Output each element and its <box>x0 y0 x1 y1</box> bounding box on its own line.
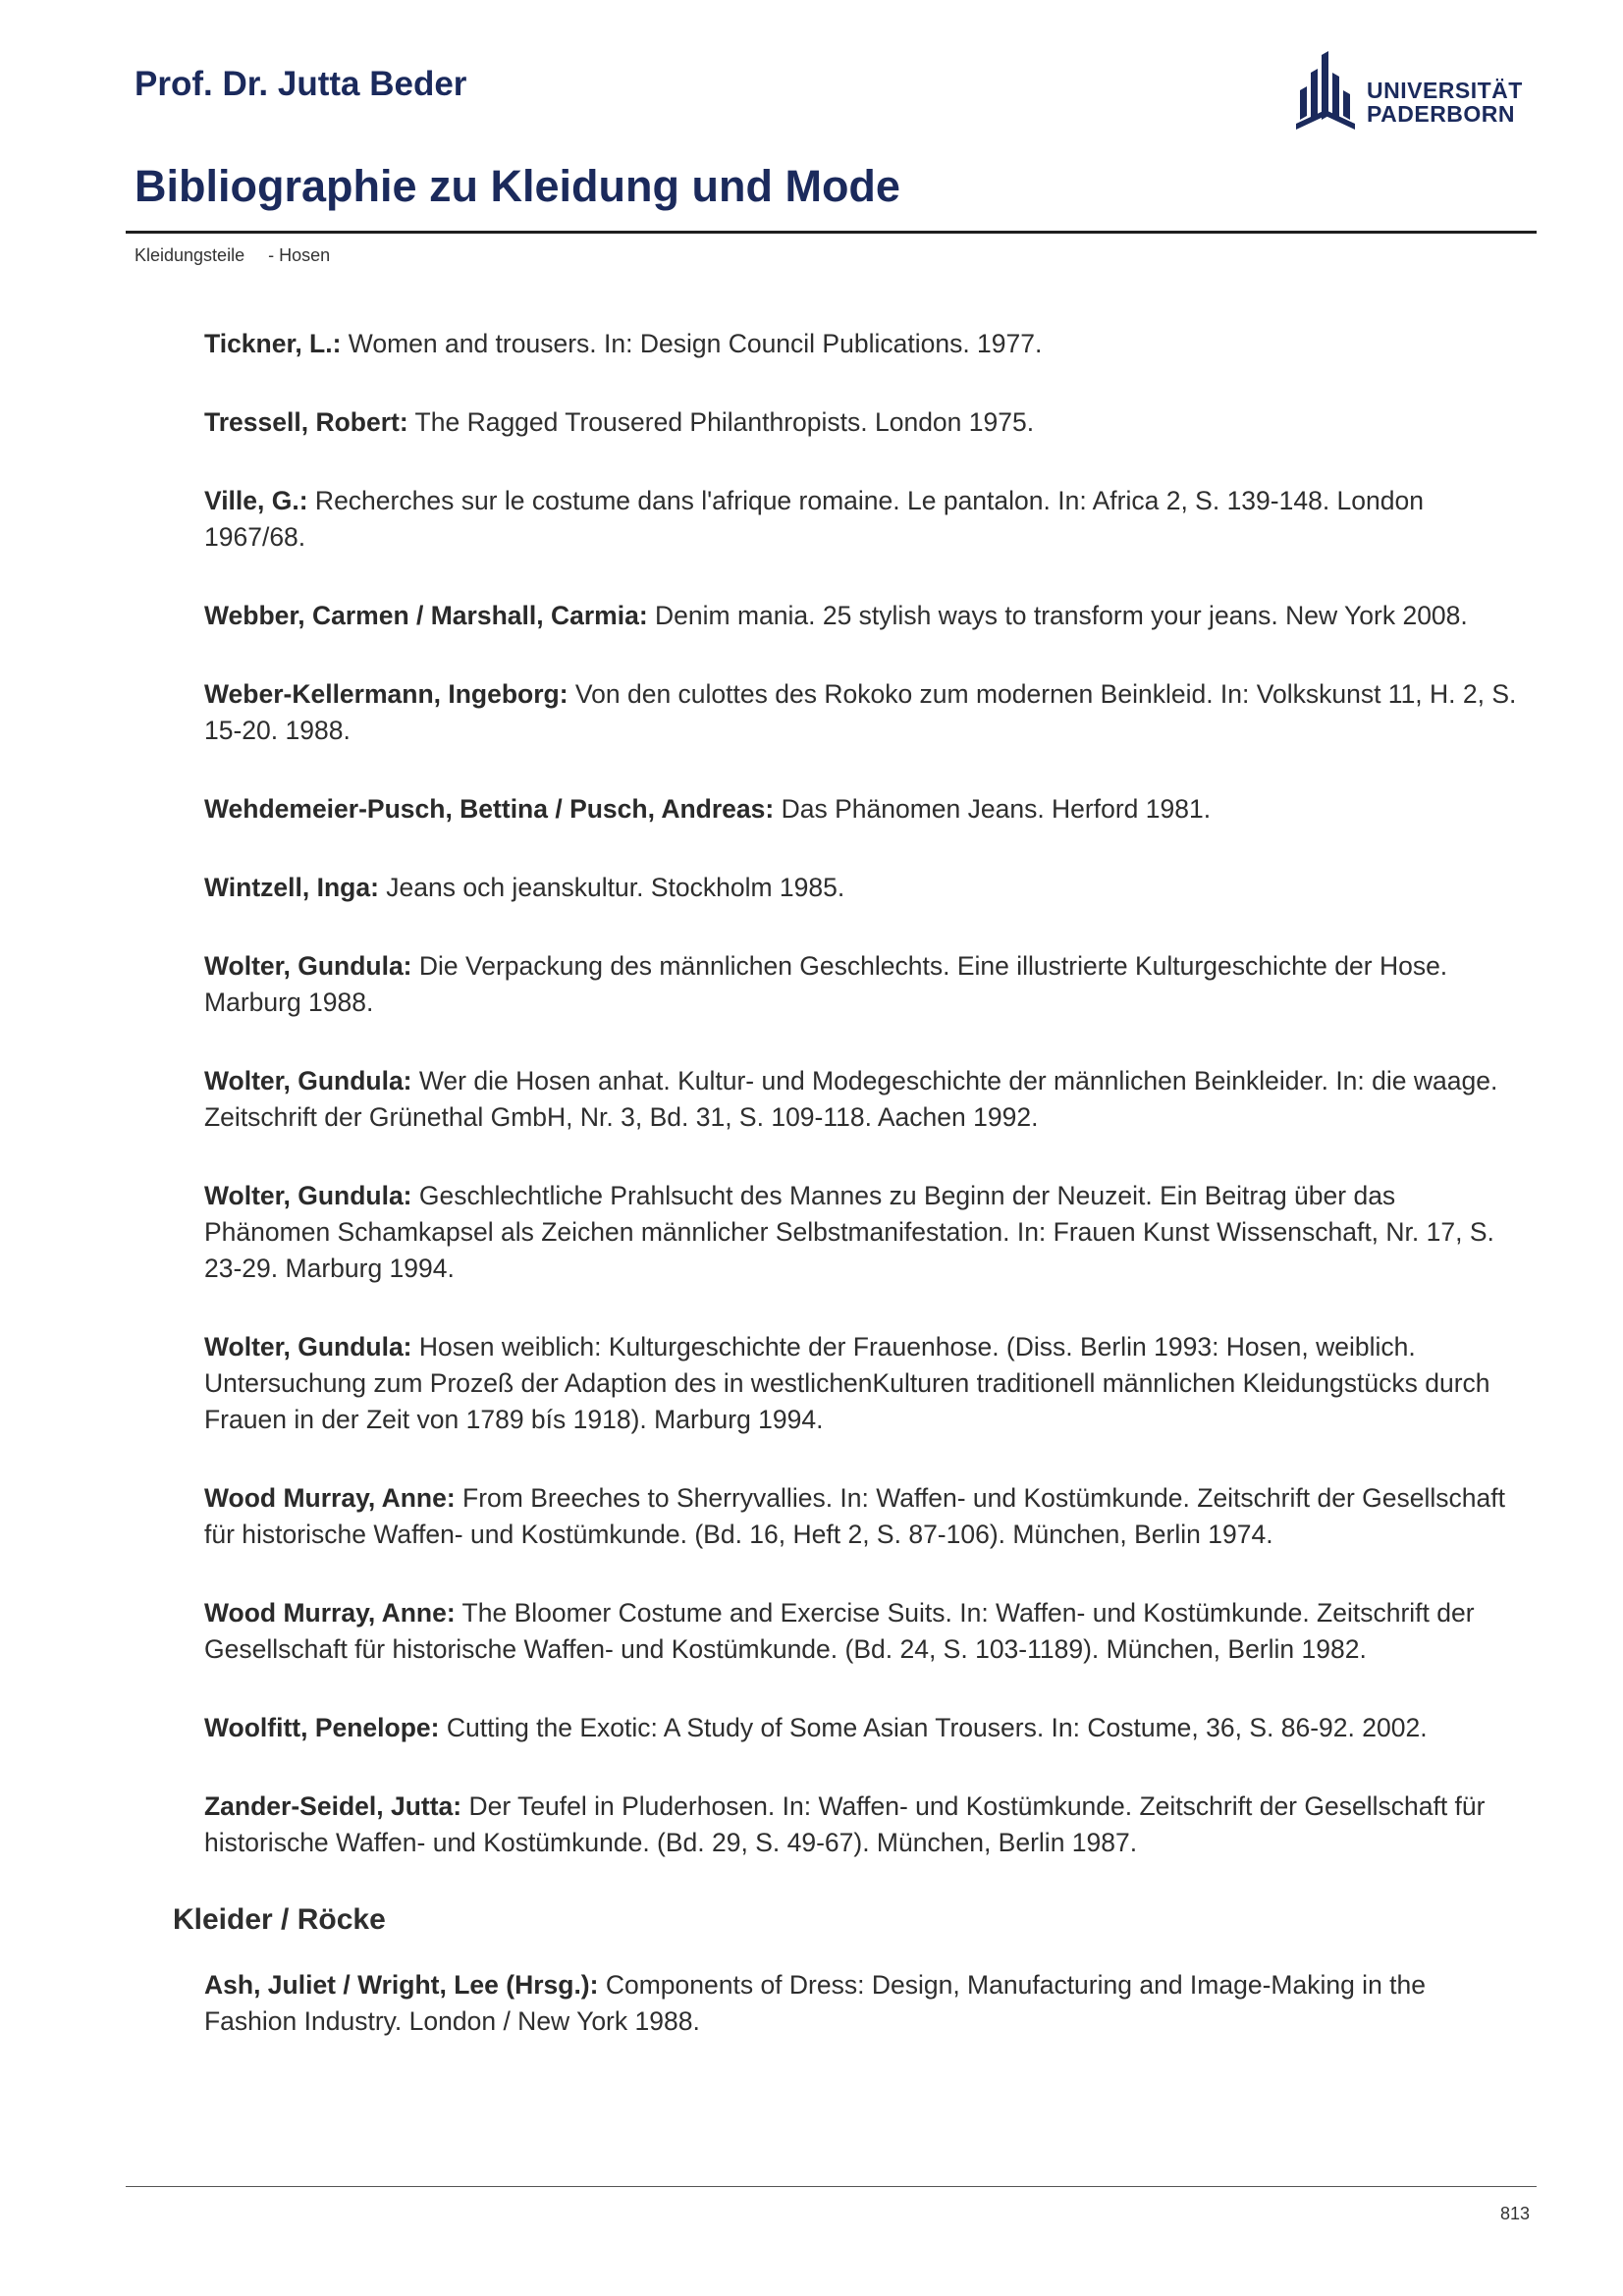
author-name: Prof. Dr. Jutta Beder <box>135 65 467 103</box>
entry-text: Cutting the Exotic: A Study of Some Asian Trousers. In: Costume, 36, S. 86-92. 2002. <box>439 1713 1428 1742</box>
entry-author: Ville, G.: <box>204 486 308 515</box>
bibliography-entry <box>204 1178 1525 1287</box>
bibliography-entry <box>204 791 1525 828</box>
entry-author: Webber, Carmen / Marshall, Carmia: <box>204 601 648 630</box>
entry-text: Recherches sur le costume dans l'afrique romaine. Le pantalon. In: Africa 2, S. 139-148. London 1967/68. <box>204 486 1424 552</box>
bibliography-entry <box>204 870 1525 906</box>
logo-line-1: UNIVERSITÄT <box>1367 78 1523 103</box>
logo-line-2: PADERBORN <box>1367 101 1516 127</box>
entry-text: Hosen weiblich: Kulturgeschichte der Frauenhose. (Diss. Berlin 1993: Hosen, weiblich. Untersuchung zum Prozeß der Adaption des in westlichenKulturen traditionell männlichen Kleidungstücks durch Frauen in der Zeit von 1789 bís 1918). Marburg 1994. <box>204 1332 1490 1434</box>
entry-author: Wolter, Gundula: <box>204 951 412 981</box>
entry-text: Components of Dress: Design, Manufacturing and Image-Making in the Fashion Industry. London / New York 1988. <box>204 1970 1427 2036</box>
page-number: 813 <box>1499 2204 1530 2223</box>
footer-divider <box>126 2186 1537 2187</box>
entry-text: The Ragged Trousered Philanthropists. London 1975. <box>407 407 1035 437</box>
breadcrumb-subcategory: - Hosen <box>268 245 331 265</box>
entry-author: Wolter, Gundula: <box>204 1066 412 1095</box>
entry-author: Ash, Juliet / Wright, Lee (Hrsg.): <box>204 1970 599 2000</box>
entry-text: The Bloomer Costume and Exercise Suits. In: Waffen- und Kostümkunde. Zeitschrift der Gesellschaft für historische Waffen- und Kostümkunde. (Bd. 24, S. 103-1189). München, Berlin 1982. <box>204 1598 1475 1664</box>
entry-author: Wintzell, Inga: <box>204 873 379 902</box>
entry-author: Zander-Seidel, Jutta: <box>204 1791 462 1821</box>
section-heading: Kleider / Röcke <box>173 1903 386 1936</box>
entry-author: Woolfitt, Penelope: <box>204 1713 440 1742</box>
bibliography-entry <box>204 483 1525 556</box>
bibliography-entry <box>204 404 1525 441</box>
entry-text: Wer die Hosen anhat. Kultur- und Modegeschichte der männlichen Beinkleider. In: die waage. Zeitschrift der Grünethal GmbH, Nr. 3, Bd. 31, S. 109-118. Aachen 1992. <box>204 1066 1498 1132</box>
entry-author: Wolter, Gundula: <box>204 1332 412 1362</box>
entry-text: Die Verpackung des männlichen Geschlechts. Eine illustrierte Kulturgeschichte der Hose. Marburg 1988. <box>204 951 1448 1017</box>
entry-text: Das Phänomen Jeans. Herford 1981. <box>774 794 1212 824</box>
bibliography-entry <box>204 1789 1525 1861</box>
entry-author: Wood Murray, Anne: <box>204 1598 456 1628</box>
bibliography-entry <box>204 948 1525 1021</box>
breadcrumb-category: Kleidungsteile <box>135 245 245 265</box>
entry-author: Weber-Kellermann, Ingeborg: <box>204 679 568 709</box>
page-title: Bibliographie zu Kleidung und Mode <box>135 161 900 211</box>
bibliography-entry <box>204 326 1525 362</box>
entry-author: Wolter, Gundula: <box>204 1181 412 1210</box>
bibliography-entry <box>204 598 1525 634</box>
entry-text: Jeans och jeanskultur. Stockholm 1985. <box>378 873 845 902</box>
header-divider <box>126 231 1537 234</box>
university-logo-icon <box>1294 51 1357 133</box>
entry-author: Wehdemeier-Pusch, Bettina / Pusch, Andreas: <box>204 794 775 824</box>
bibliography-entry <box>204 1480 1525 1553</box>
bibliography-entry <box>204 1710 1525 1746</box>
bibliography-entry <box>204 1063 1525 1136</box>
bibliography-list <box>173 326 1525 2082</box>
bibliography-entry <box>204 1967 1525 2040</box>
entry-text: Der Teufel in Pluderhosen. In: Waffen- und Kostümkunde. Zeitschrift der Gesellschaft für historische Waffen- und Kostümkunde. (Bd. 29, S. 49-67). München, Berlin 1987. <box>204 1791 1486 1857</box>
bibliography-entry <box>204 1595 1525 1668</box>
entry-text: From Breeches to Sherryvallies. In: Waffen- und Kostümkunde. Zeitschrift der Gesellschaft für historische Waffen- und Kostümkunde. (Bd. 16, Heft 2, S. 87-106). München, Berlin 1974. <box>204 1483 1505 1549</box>
entry-text: Von den culottes des Rokoko zum modernen Beinkleid. In: Volkskunst 11, H. 2, S. 15-20. 1988. <box>204 679 1517 745</box>
entry-text: Geschlechtliche Prahlsucht des Mannes zu Beginn der Neuzeit. Ein Beitrag über das Phänomen Schamkapsel als Zeichen männlicher Selbstmanifestation. In: Frauen Kunst Wissenschaft, Nr. 17, S. 23-29. Marburg 1994. <box>204 1181 1494 1283</box>
entry-author: Tressell, Robert: <box>204 407 408 437</box>
breadcrumb <box>135 245 330 266</box>
entry-author: Tickner, L.: <box>204 329 342 358</box>
bibliography-entry <box>204 676 1525 749</box>
entry-author: Wood Murray, Anne: <box>204 1483 456 1513</box>
bibliography-entry <box>204 1329 1525 1438</box>
entry-text: Denim mania. 25 stylish ways to transform your jeans. New York 2008. <box>647 601 1468 630</box>
entry-text: Women and trousers. In: Design Council Publications. 1977. <box>341 329 1043 358</box>
university-logo <box>1294 51 1530 133</box>
logo-text <box>1367 79 1523 126</box>
